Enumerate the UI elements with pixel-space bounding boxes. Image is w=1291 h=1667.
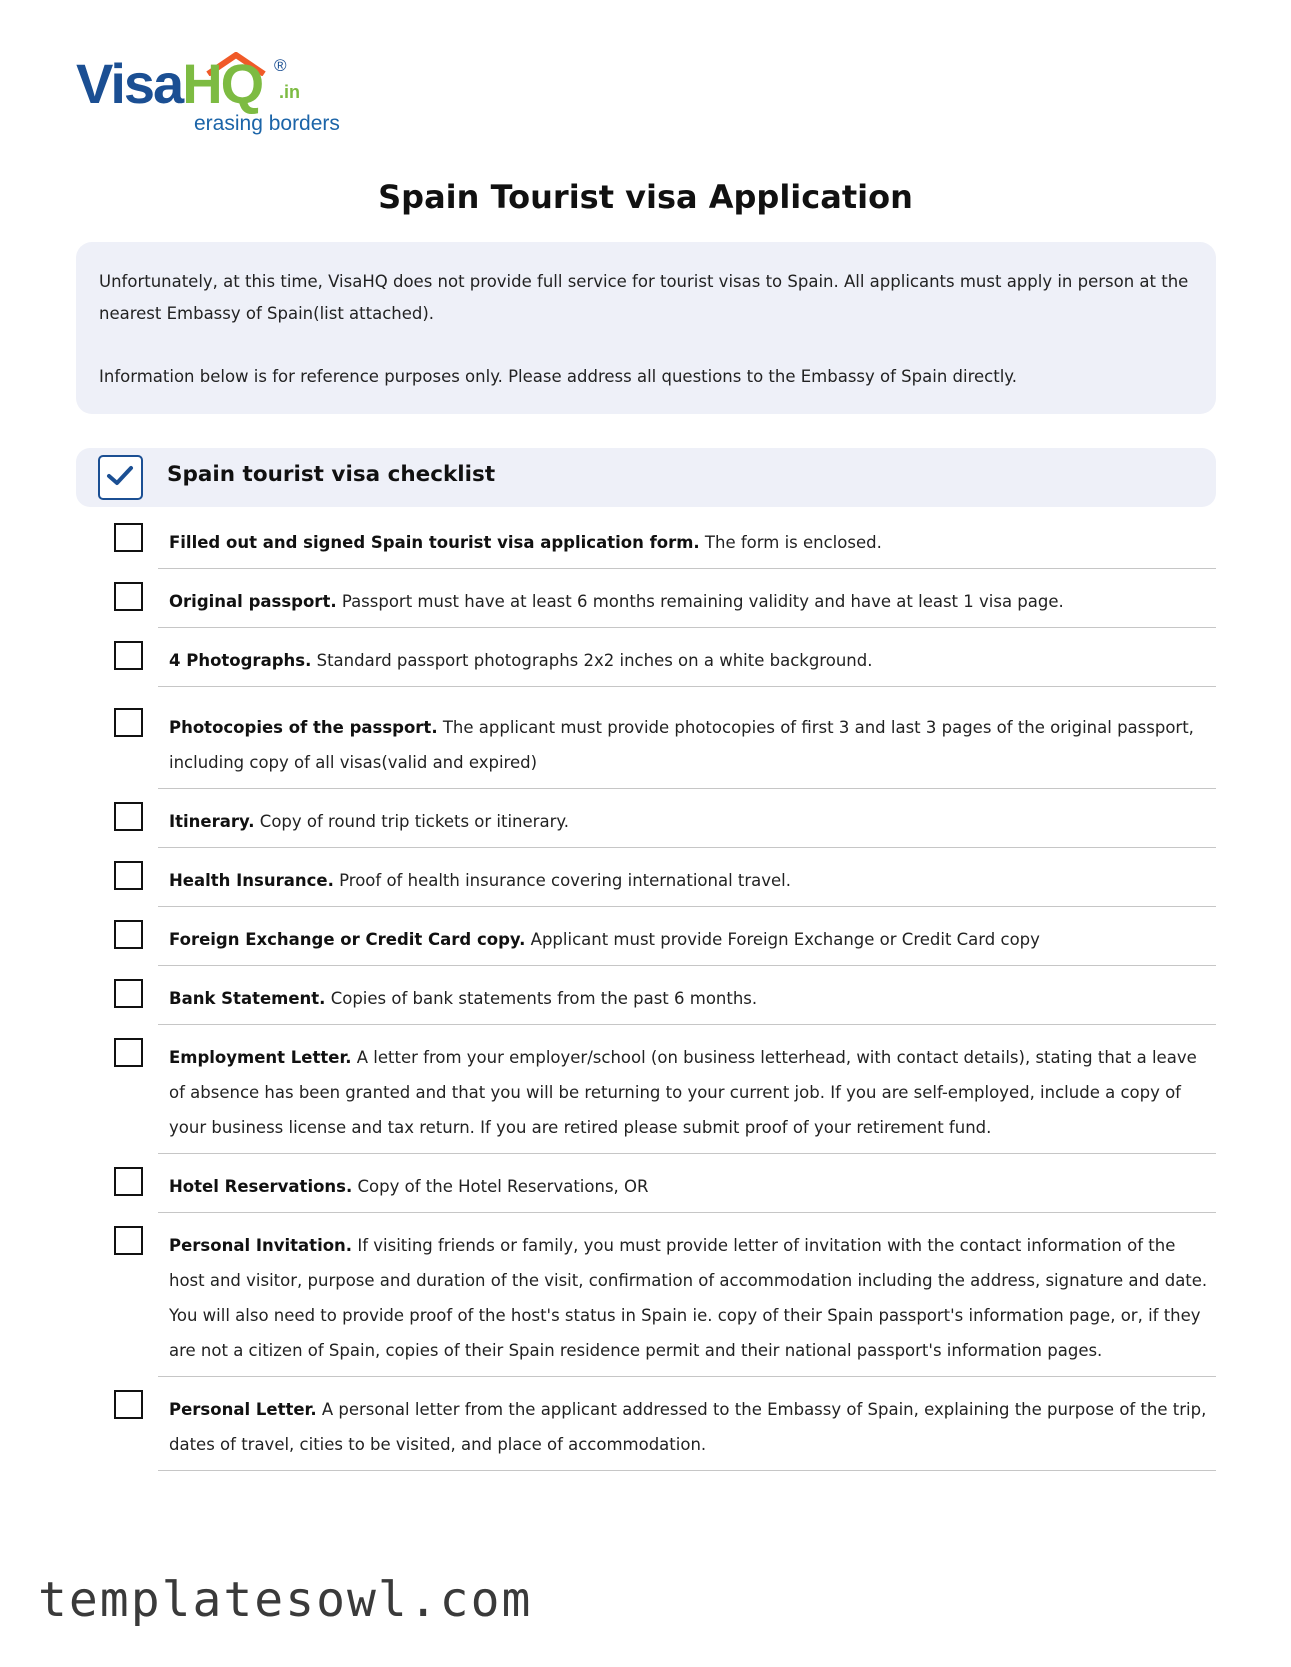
checkbox[interactable] — [114, 582, 143, 611]
item-title: Health Insurance. — [169, 871, 334, 890]
logo-tagline: erasing borders — [194, 112, 340, 135]
checklist-item — [158, 1025, 1216, 1154]
item-description: The form is enclosed. — [699, 533, 882, 552]
logo-suffix: .in — [279, 82, 300, 102]
item-description: A personal letter from the applicant addressed to the Embassy of Spain, explaining the purpose of the trip, dates of travel, cities to be visited, and place of accommodation. — [169, 1400, 1207, 1454]
checklist-item — [158, 1377, 1216, 1471]
checklist-item — [158, 628, 1216, 687]
checklist-item — [158, 569, 1216, 628]
notice-paragraph: Information below is for reference purposes only. Please address all questions to the Embassy of Spain directly. — [99, 367, 1017, 386]
checklist-item — [158, 848, 1216, 907]
checkbox[interactable] — [114, 979, 143, 1008]
item-title: Personal Invitation. — [169, 1236, 353, 1255]
checklist-item — [158, 687, 1216, 789]
item-title: Employment Letter. — [169, 1048, 352, 1067]
item-description: Copy of the Hotel Reservations, OR — [352, 1177, 649, 1196]
logo-secondary: HQ — [182, 52, 263, 115]
checklist — [0, 510, 1291, 1471]
item-title: Filled out and signed Spain tourist visa application form. — [169, 533, 700, 552]
notice-box — [76, 242, 1216, 414]
checkbox[interactable] — [114, 1038, 143, 1067]
item-title: Photocopies of the passport. — [169, 718, 438, 737]
item-description: The applicant must provide photocopies of first 3 and last 3 pages of the original passport, including copy of all visas(valid and expired) — [169, 718, 1194, 772]
item-description: Standard passport photographs 2x2 inches on a white background. — [311, 651, 873, 670]
checklist-title: Spain tourist visa checklist — [167, 462, 496, 487]
checkbox[interactable] — [114, 523, 143, 552]
logo-wordmark — [76, 50, 262, 118]
logo-registered-mark: ® — [274, 56, 287, 75]
checkbox[interactable] — [114, 1390, 143, 1419]
item-title: Hotel Reservations. — [169, 1177, 353, 1196]
item-description: If visiting friends or family, you must provide letter of invitation with the contact information of the host and visitor, purpose and duration of the visit, confirmation of accommodation including the address, signature and date. You will also need to provide proof of the host's status in Spain ie. copy of their Spain passport's information page, or, if they are not a citizen of Spain, copies of their Spain residence permit and their national passport's information pages. — [169, 1236, 1208, 1360]
checkbox[interactable] — [114, 1167, 143, 1196]
checkbox[interactable] — [114, 861, 143, 890]
checklist-item — [158, 907, 1216, 966]
item-description: Copies of bank statements from the past 6 months. — [325, 989, 758, 1008]
checkbox[interactable] — [114, 1226, 143, 1255]
item-title: Itinerary. — [169, 812, 255, 831]
item-description: A letter from your employer/school (on business letterhead, with contact details), stating that a leave of absence has been granted and that you will be returning to your current job. If you are self-employed, include a copy of your business license and tax return. If you are retired please submit proof of your retirement fund. — [169, 1048, 1197, 1137]
checkbox[interactable] — [114, 920, 143, 949]
item-title: Original passport. — [169, 592, 337, 611]
checkbox[interactable] — [114, 802, 143, 831]
checkmark-icon — [98, 455, 143, 500]
checkbox[interactable] — [114, 641, 143, 670]
logo-primary: Visa — [76, 52, 183, 115]
checklist-item — [158, 966, 1216, 1025]
item-description: Passport must have at least 6 months remaining validity and have at least 1 visa page. — [336, 592, 1064, 611]
item-description: Applicant must provide Foreign Exchange or Credit Card copy — [525, 930, 1040, 949]
item-description: Copy of round trip tickets or itinerary. — [254, 812, 570, 831]
item-description: Proof of health insurance covering international travel. — [333, 871, 792, 890]
brand-logo — [74, 50, 354, 140]
checklist-header — [76, 448, 1216, 507]
watermark-text: templatesowl.com — [38, 1572, 533, 1628]
checklist-item — [158, 1213, 1216, 1377]
page-title: Spain Tourist visa Application — [378, 178, 913, 216]
checklist-item — [158, 789, 1216, 848]
item-title: Foreign Exchange or Credit Card copy. — [169, 930, 526, 949]
item-title: Bank Statement. — [169, 989, 326, 1008]
notice-paragraph: Unfortunately, at this time, VisaHQ does not provide full service for tourist visas to Spain. All applicants must apply in person at the nearest Embassy of Spain(list attached). — [99, 272, 1189, 323]
checklist-item — [158, 510, 1216, 569]
checklist-item — [158, 1154, 1216, 1213]
checkbox[interactable] — [114, 708, 143, 737]
item-title: 4 Photographs. — [169, 651, 312, 670]
item-title: Personal Letter. — [169, 1400, 317, 1419]
